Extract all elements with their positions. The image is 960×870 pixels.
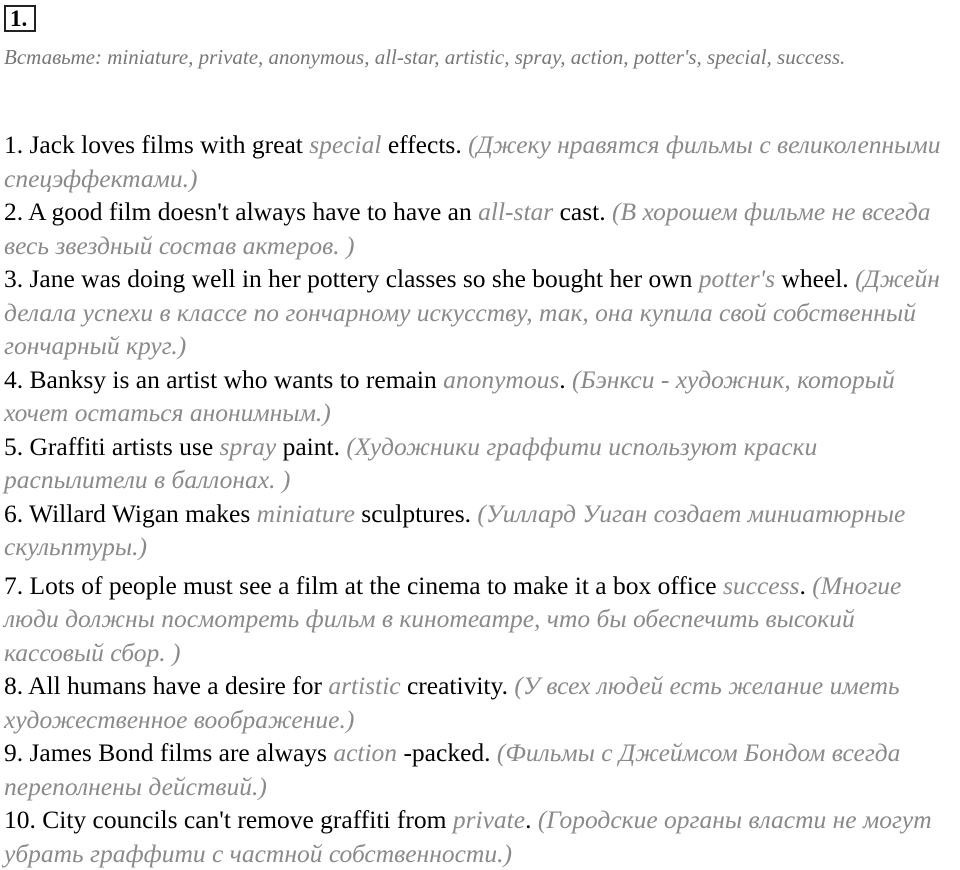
item-text-after: sculptures. xyxy=(361,498,472,528)
item-answer: special xyxy=(309,130,382,159)
item-answer: action xyxy=(333,738,398,767)
exercise-number: 1. xyxy=(4,5,36,32)
item-text-before: Jack loves films with great xyxy=(29,130,303,159)
item-translation: (Уиллард Уиган создает миниатюрные скульптуры.) xyxy=(4,498,906,561)
item-translation: (Городские органы власти не могут убрать граффити с частной собственности.) xyxy=(4,805,932,868)
item-answer: miniature xyxy=(256,498,355,528)
item-text-after: wheel. xyxy=(781,264,849,293)
item-text-after: cast. xyxy=(559,197,606,226)
item-text-before: City councils can't remove graffiti from xyxy=(42,805,447,834)
item-translation: (В хорошем фильме не всегда весь звездный состав актеров. ) xyxy=(4,197,931,260)
item-translation: (Фильмы с Джеймсом Бондом всегда переполнены действий.) xyxy=(4,738,901,801)
item-translation: (Бэнкси - художник, который хочет остаться анонимным.) xyxy=(4,364,895,427)
item-number: 5. xyxy=(4,431,24,461)
item-text-before: Banksy is an artist who wants to remain xyxy=(29,364,437,394)
item-number: 10. xyxy=(4,805,36,834)
exercise-item xyxy=(4,195,958,262)
item-number: 3. xyxy=(4,264,24,293)
item-text-before: Willard Wigan makes xyxy=(29,498,251,528)
item-translation: (Художники граффити используют краски распылители в баллонах. ) xyxy=(4,431,818,494)
item-number: 4. xyxy=(4,364,24,394)
item-text-before: Graffiti artists use xyxy=(29,431,214,461)
item-answer: artistic xyxy=(328,671,401,700)
exercise-items xyxy=(4,128,958,870)
item-number: 7. xyxy=(4,570,24,600)
exercise-item xyxy=(4,430,958,497)
exercise-item xyxy=(4,736,958,803)
item-translation: (Джейн делала успехи в классе по гончарному искусству, так, она купила свой собственный гончарный круг.) xyxy=(4,264,940,360)
item-text-after: . xyxy=(525,805,532,834)
instruction-text: Вставьте: miniature, private, anonymous, all-star, artistic, spray, action, potter's, special, success. xyxy=(4,45,846,69)
item-answer: anonymous xyxy=(443,364,560,394)
item-text-before: A good film doesn't always have to have an xyxy=(28,197,472,226)
item-number: 8. xyxy=(4,671,24,700)
item-text-after: paint. xyxy=(282,431,340,461)
item-answer: spray xyxy=(219,431,277,461)
item-answer: all-star xyxy=(478,197,554,226)
item-text-after: . xyxy=(799,570,806,600)
exercise-item xyxy=(4,803,958,870)
exercise-item xyxy=(4,128,958,195)
item-translation: (Многие люди должны посмотреть фильм в кинотеатре, что бы обеспечить высокий кассовый сбор. ) xyxy=(4,570,902,667)
item-number: 1. xyxy=(4,130,24,159)
item-answer: success xyxy=(722,570,800,600)
item-text-before: Jane was doing well in her pottery classes so she bought her own xyxy=(29,264,693,293)
item-number: 9. xyxy=(4,738,24,767)
item-translation: (У всех людей есть желание иметь художественное воображение.) xyxy=(4,671,900,734)
item-text-after: -packed. xyxy=(403,738,491,767)
exercise-item xyxy=(4,669,958,736)
exercise-item xyxy=(4,497,958,564)
item-text-after: . xyxy=(559,364,566,394)
item-text-before: James Bond films are always xyxy=(29,738,327,767)
item-text-before: Lots of people must see a film at the cinema to make it a box office xyxy=(29,570,717,600)
item-translation: (Джеку нравятся фильмы с великолепными спецэффектами.) xyxy=(4,130,941,193)
item-number: 2. xyxy=(4,197,24,226)
item-text-after: creativity. xyxy=(406,671,508,700)
exercise-item xyxy=(4,363,958,430)
item-text-before: All humans have a desire for xyxy=(28,671,322,700)
item-answer: private xyxy=(452,805,526,834)
item-number: 6. xyxy=(4,498,24,528)
exercise-item xyxy=(4,262,958,363)
exercise-item xyxy=(4,569,958,670)
item-text-after: effects. xyxy=(387,130,462,159)
item-answer: potter's xyxy=(698,264,776,293)
